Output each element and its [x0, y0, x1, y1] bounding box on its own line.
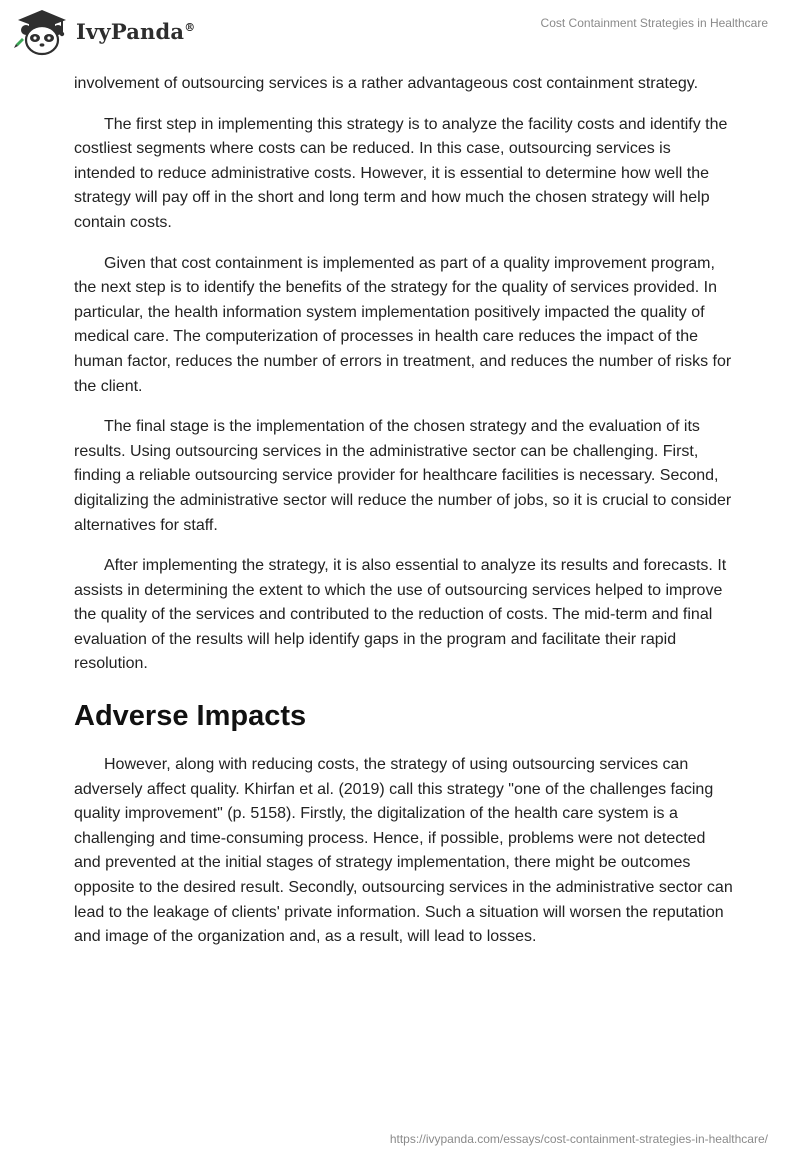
- brand-name: IvyPanda®: [76, 19, 196, 44]
- brand-logo[interactable]: [14, 6, 204, 58]
- paragraph: involvement of outsourcing services is a rather advantageous cost containment strategy.: [74, 75, 699, 92]
- panda-graduation-cap-icon: [14, 6, 70, 58]
- paragraph: However, along with reducing costs, the strategy of using outsourcing services can adversely affect quality. Khirfan et al. (2019) call this strategy "one of the challenges facing quality improvement" (p. 5158). Firstly, the digitalization of the health care system is a challenging and time-consuming process. Hence, if possible, problems were not detected and prevented at the initial stages of strategy implementation, there might be outcomes opposite to the desired result. Secondly, outsourcing services in the administrative sector can lead to the leakage of clients' private information. Such a situation will worsen the reputation and image of the organization and, as a result, will lead to losses.: [74, 756, 733, 946]
- running-title: Cost Containment Strategies in Healthcare: [540, 16, 768, 30]
- footer-url[interactable]: https://ivypanda.com/essays/cost-containment-strategies-in-healthcare/: [389, 1132, 768, 1146]
- paragraph: The first step in implementing this strategy is to analyze the facility costs and identify the costliest segments where costs can be reduced. In this case, outsourcing services is intended to reduce administrative costs. However, it is essential to determine how well the strategy will pay off in the short and long term and how much the chosen strategy will help contain costs.: [74, 115, 728, 231]
- paragraph: The final stage is the implementation of the chosen strategy and the evaluation of its results. Using outsourcing services in the administrative sector can be challenging. First, finding a reliable outsourcing service provider for healthcare facilities is necessary. Second, digitalizing the administrative sector will reduce the number of jobs, so it is crucial to consider alternatives for staff.: [74, 418, 732, 534]
- paragraph: After implementing the strategy, it is also essential to analyze its results and forecasts. It assists in determining the extent to which the use of outsourcing services helped to improve the quality of the services and contributed to the reduction of costs. The mid-term and final evaluation of the results will help identify gaps in the program and facilitate their rapid resolution.: [74, 557, 727, 673]
- article-body: [74, 72, 734, 966]
- page-header: [0, 0, 800, 62]
- paragraph: Given that cost containment is implemented as part of a quality improvement program, the next step is to identify the benefits of the strategy for the quality of services provided. In particular, the health information system implementation positively impacted the quality of medical care. The computerization of processes in health care reduces the impact of the human factor, reduces the number of errors in treatment, and reduces the number of risks for the client.: [74, 254, 732, 395]
- section-heading: Adverse Impacts: [74, 700, 307, 733]
